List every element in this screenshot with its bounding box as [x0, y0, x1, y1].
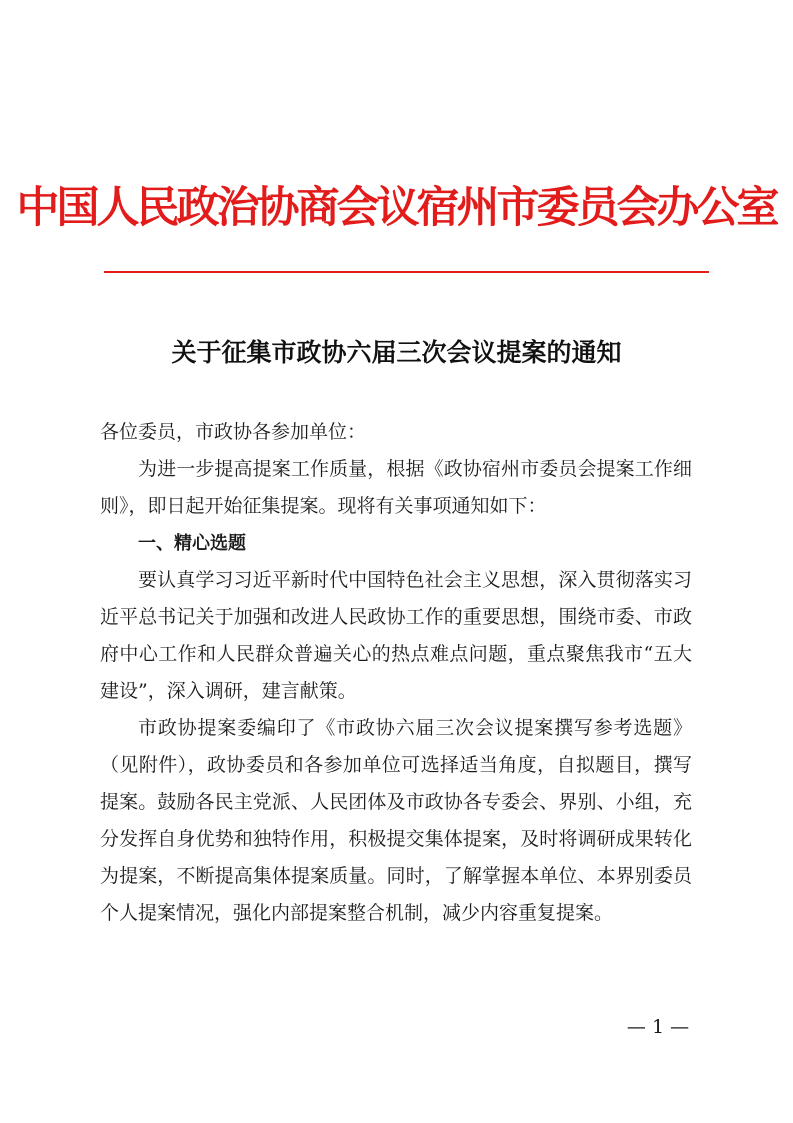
- document-title: 关于征集市政协六届三次会议提案的通知: [171, 338, 622, 367]
- section-1-paragraph-1: 要认真学习习近平新时代中国特色社会主义思想，深入贯彻落实习近平总书记关于加强和改进人民政协工作的重要思想，围绕市委、市政府中心工作和人民群众普遍关心的热点难点问题，重点聚焦我市“五大建设”，深入调研，建言献策。: [100, 569, 692, 702]
- letterhead-org-name: 中国人民政治协商会议宿州市委员会办公室: [16, 183, 777, 233]
- section-heading-1: 一、精心选题: [138, 533, 246, 554]
- section-1-paragraph-2: 市政协提案委编印了《市政协六届三次会议提案撰写参考选题》（见附件），政协委员和各参加单位可选择适当角度，自拟题目，撰写提案。鼓励各民主党派、人民团体及市政协各专委会、界别、小组，充分发挥自身优势和独特作用，积极提交集体提案，及时将调研成果转化为提案，不断提高集体提案质量。同时，了解掌握本单位、本界别委员个人提案情况，强化内部提案整合机制，减少内容重复提案。: [100, 717, 692, 924]
- salutation: 各位委员，市政协各参加单位：: [100, 421, 367, 443]
- intro-paragraph: 为进一步提高提案工作质量，根据《政协宿州市委员会提案工作细则》，即日起开始征集提案。现将有关事项通知如下：: [100, 458, 692, 517]
- letterhead-red-rule: [104, 271, 709, 273]
- document-body: [100, 414, 692, 932]
- page-number: — 1 —: [626, 1016, 690, 1038]
